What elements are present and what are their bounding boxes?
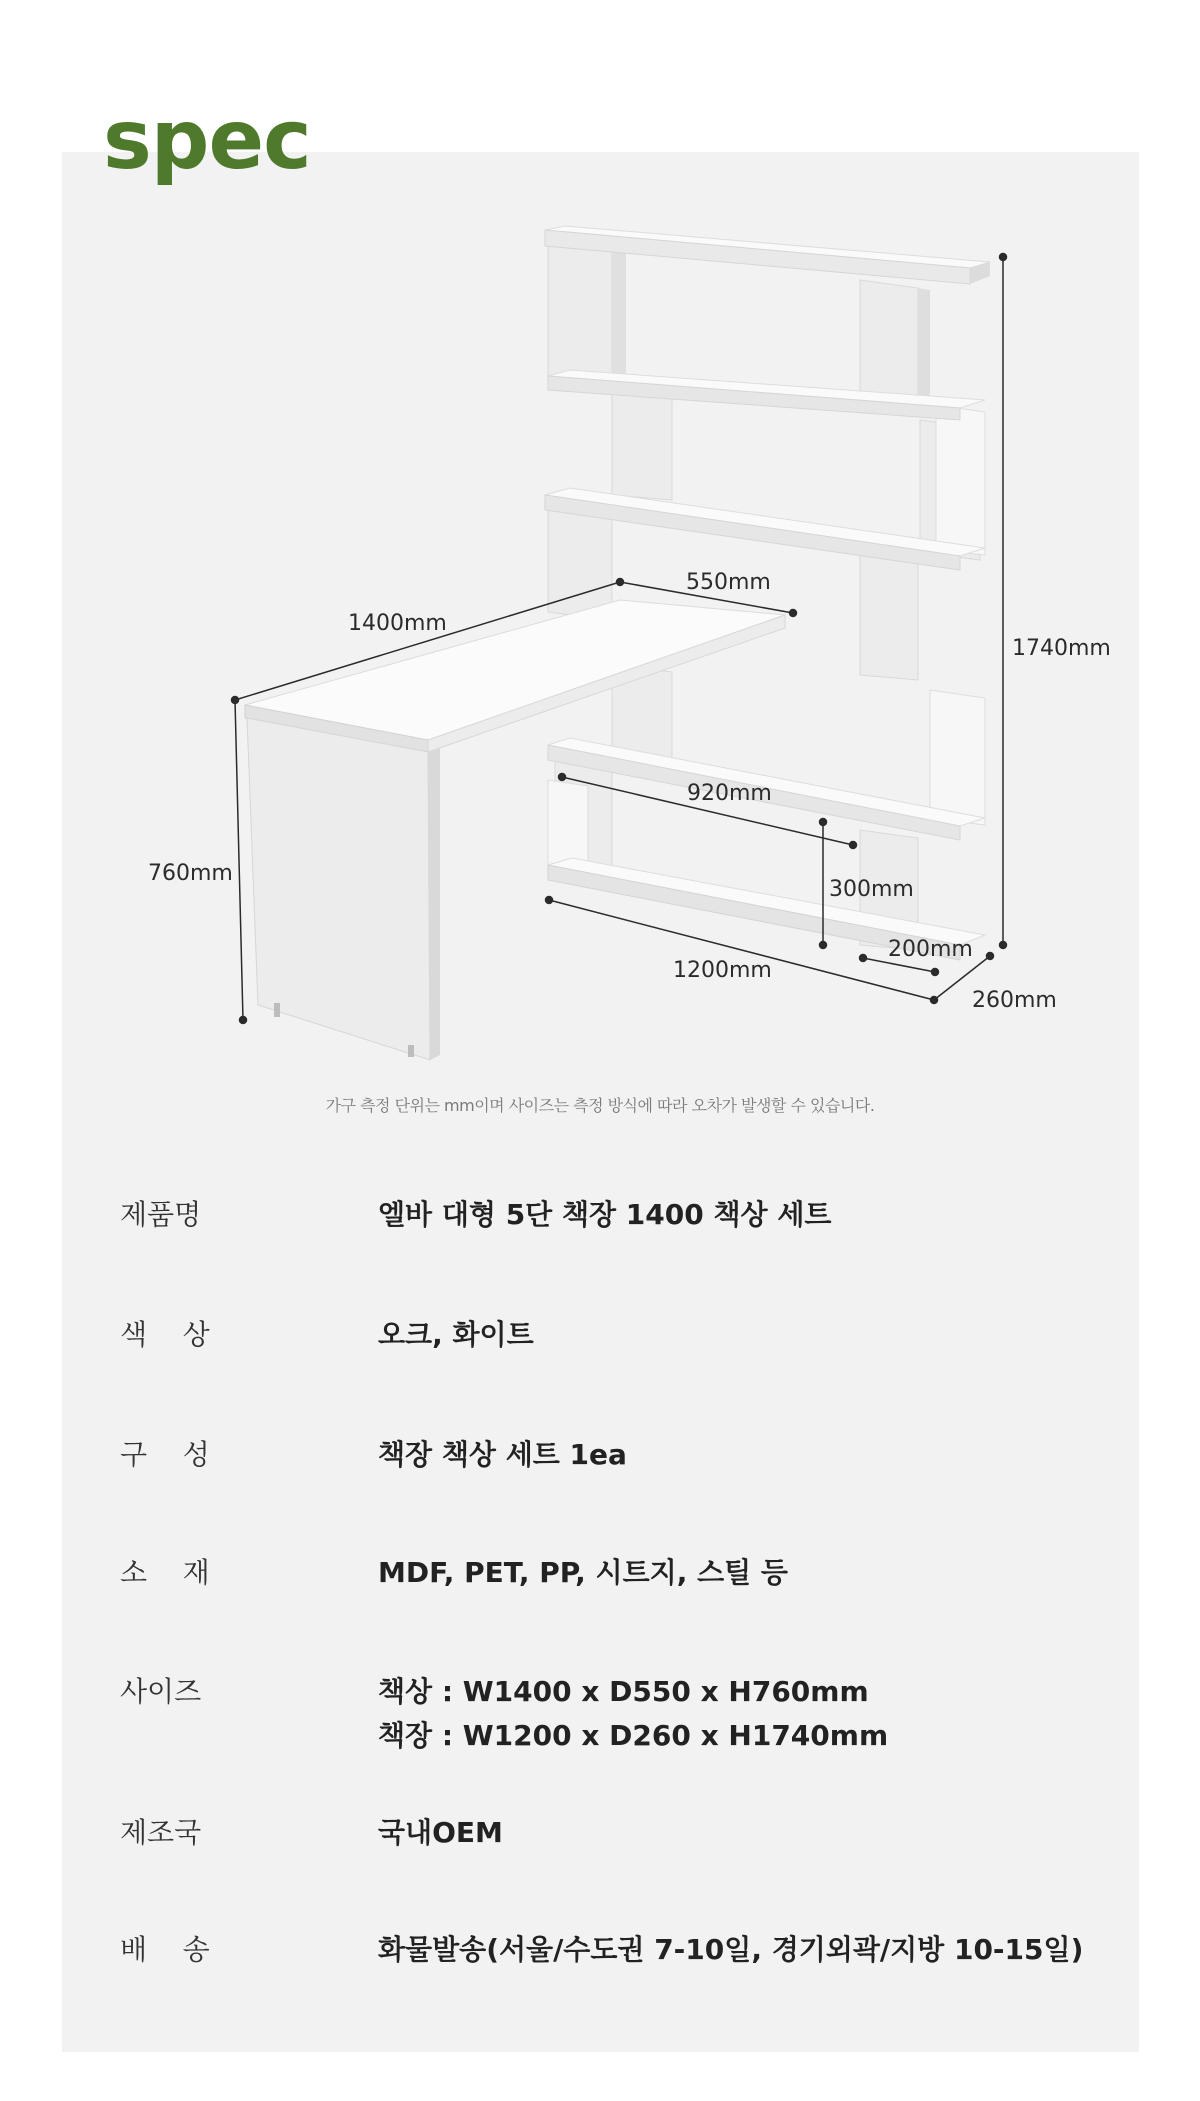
spec-value: 책장 책상 세트 1ea: [378, 1438, 627, 1471]
desk-width-label: 1400mm: [348, 611, 447, 636]
spec-label: 제품명: [120, 1198, 202, 1231]
spec-value: 엘바 대형 5단 책장 1400 책상 세트: [378, 1198, 832, 1231]
desk-depth-label: 550mm: [686, 570, 771, 595]
spec-label: 색 상: [120, 1318, 210, 1351]
spec-label: 배 송: [120, 1933, 210, 1966]
shelf-gap-label: 300mm: [829, 877, 914, 902]
spec-value: MDF, PET, PP, 시트지, 스틸 등: [378, 1556, 788, 1589]
shelf-inner-width-label: 920mm: [687, 781, 772, 806]
shelf-width-label: 1200mm: [673, 958, 772, 983]
spec-label: 구 성: [120, 1438, 210, 1471]
measurement-note: 가구 측정 단위는 mm이며 사이즈는 측정 방식에 따라 오차가 발생할 수 있습니다.: [325, 1096, 875, 1115]
shelf-height-label: 1740mm: [1012, 636, 1111, 661]
spec-value: 국내OEM: [378, 1816, 503, 1849]
spec-value: 화물발송(서울/수도권 7-10일, 경기외곽/지방 10-15일): [378, 1933, 1084, 1966]
page-title: spec: [103, 93, 311, 188]
spec-value: 오크, 화이트: [378, 1318, 534, 1351]
spec-label: 사이즈: [120, 1675, 202, 1708]
shelf-side-label: 200mm: [888, 937, 973, 962]
spec-value-shelf-size: 책장 : W1200 x D260 x H1740mm: [378, 1719, 889, 1752]
spec-value-desk-size: 책상 : W1400 x D550 x H760mm: [378, 1675, 869, 1708]
desk-illustration: [245, 600, 785, 1060]
shelf-depth-label: 260mm: [972, 988, 1057, 1013]
spec-label: 소 재: [120, 1556, 210, 1589]
spec-label: 제조국: [120, 1816, 202, 1849]
desk-height-label: 760mm: [148, 861, 233, 886]
